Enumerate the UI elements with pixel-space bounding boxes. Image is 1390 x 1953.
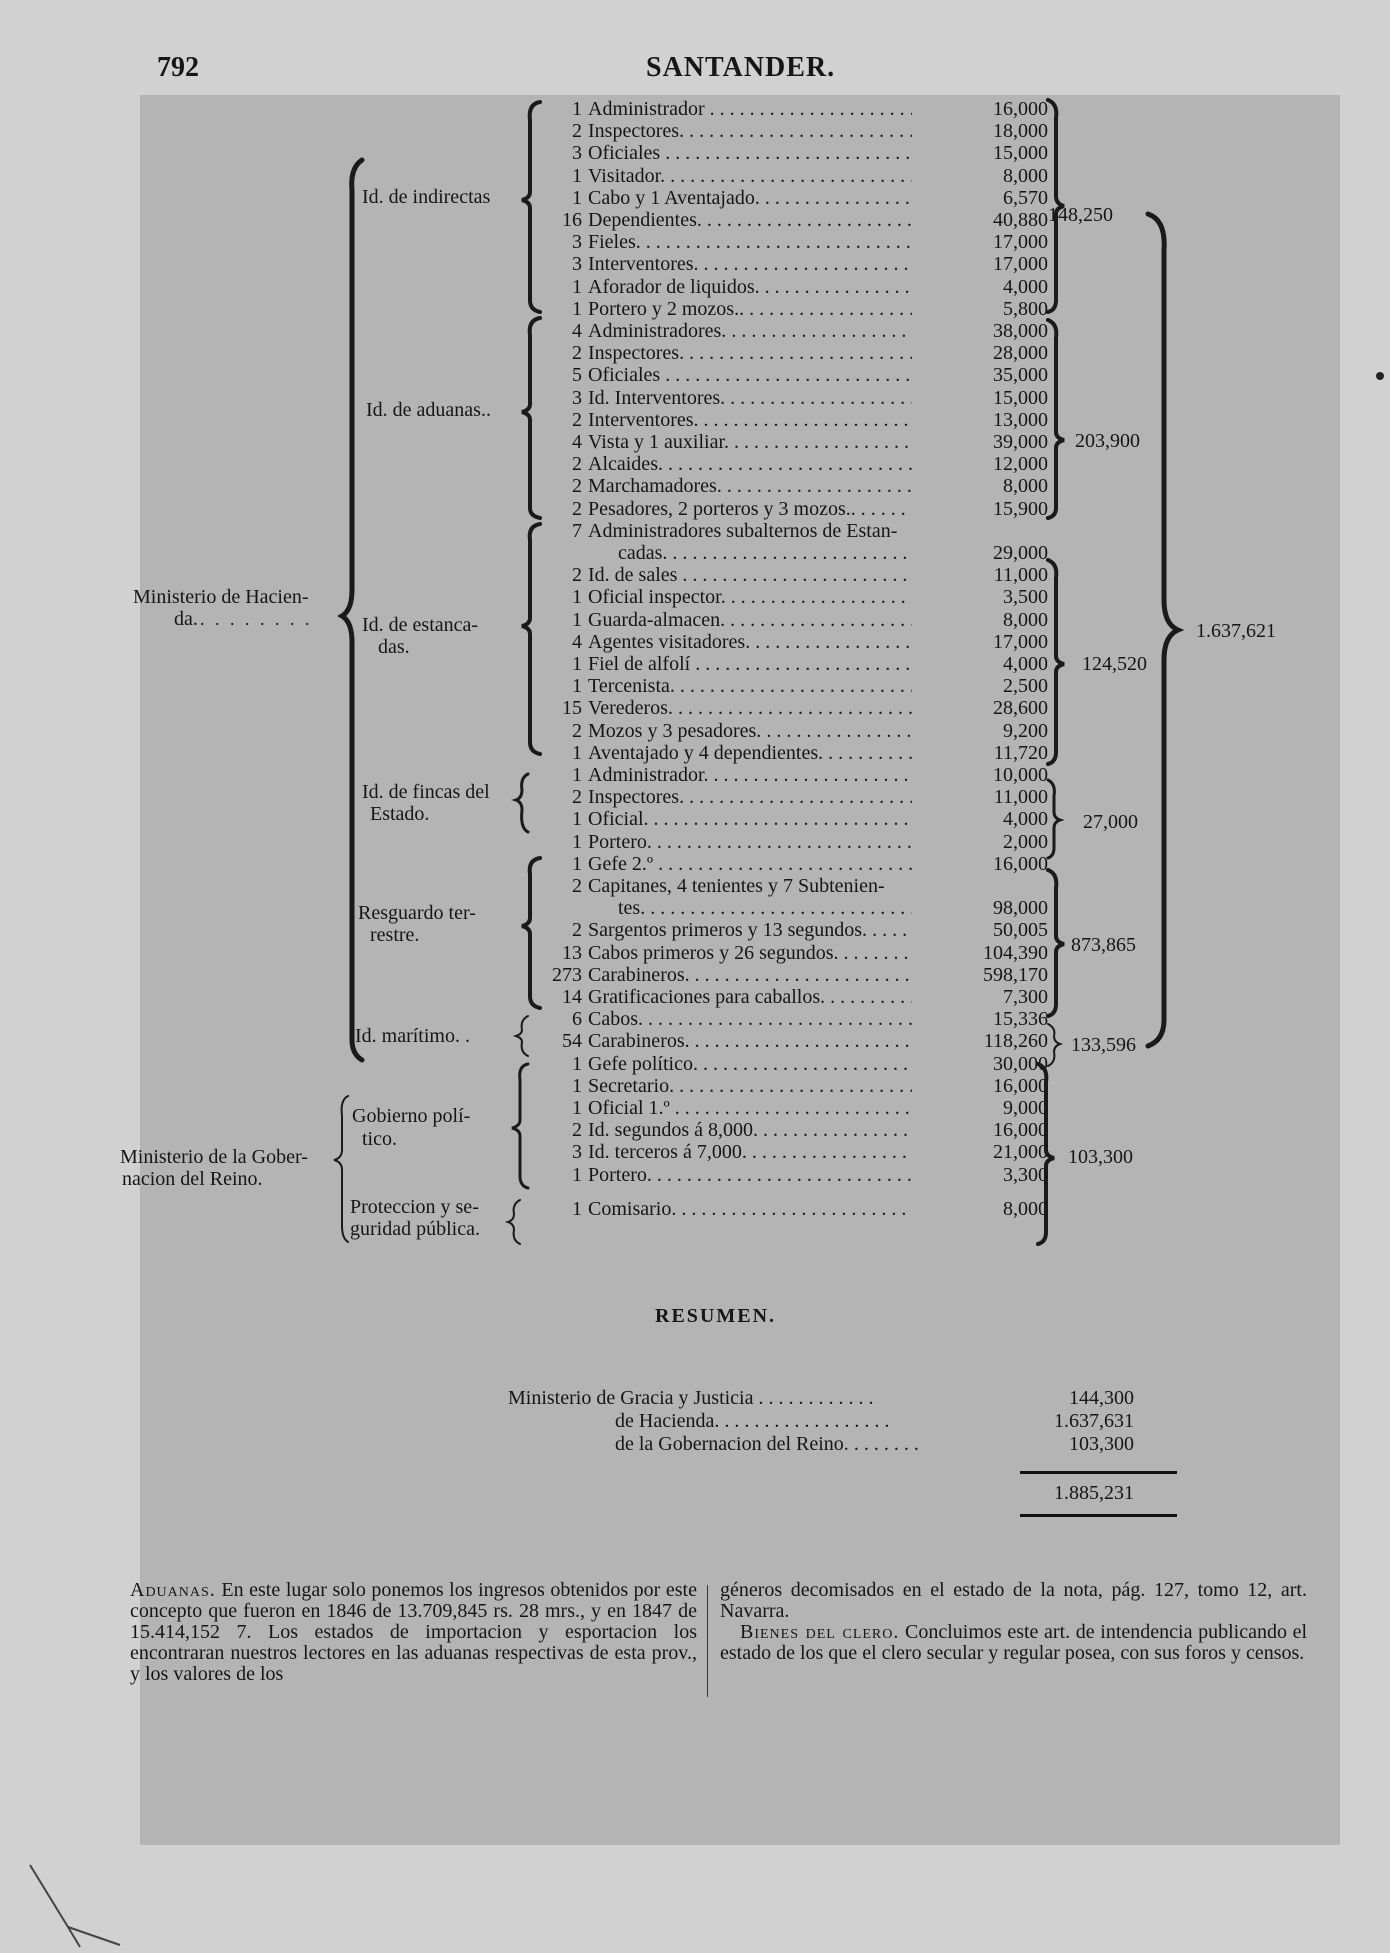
subtotal-gobernacion: 103,300 bbox=[1068, 1146, 1133, 1168]
row-amount: 9,000 bbox=[912, 1097, 1048, 1119]
row-amount: 11,720 bbox=[912, 742, 1048, 764]
note-bienes bbox=[720, 1580, 1307, 1664]
group-label-fincas-1: Id. de fincas del bbox=[362, 781, 490, 803]
row-amount: 11,000 bbox=[912, 564, 1048, 586]
subtotal-fincas: 27,000 bbox=[1083, 811, 1138, 833]
resumen-rule-bottom bbox=[1020, 1514, 1177, 1517]
row-label: Pesadores, 2 porteros y 3 mozos.. . . . bbox=[588, 498, 1038, 520]
subtotal-resguardo: 873,865 bbox=[1071, 934, 1136, 956]
row-amount: 7,300 bbox=[912, 986, 1048, 1008]
row-label: Administradores subalternos de Estan- bbox=[588, 519, 898, 542]
row-label: Inspectores. . . . bbox=[588, 342, 1038, 364]
row-count: 3 bbox=[572, 1141, 582, 1164]
row-amount: 30,000 bbox=[912, 1053, 1048, 1075]
row-label: Capitanes, 4 tenientes y 7 Subtenien- bbox=[588, 875, 885, 897]
row-label: Administrador . . . bbox=[588, 98, 1038, 120]
row-label: Fieles. . . . bbox=[588, 231, 1038, 253]
row-label: Id. Interventores. . . . bbox=[588, 387, 1038, 409]
group-label-resguardo-1: Resguardo ter- bbox=[358, 902, 476, 924]
row-count: 2 bbox=[572, 120, 582, 143]
row-label: Cabos. . . . bbox=[588, 1008, 1038, 1030]
group-label-maritimo: Id. marítimo. . bbox=[355, 1025, 470, 1047]
subtotal-indirectas: 148,250 bbox=[1048, 204, 1113, 226]
row-amount: 21,000 bbox=[912, 1141, 1048, 1163]
row-count: 1 bbox=[572, 741, 582, 764]
row-amount: 4,000 bbox=[912, 653, 1048, 675]
row-amount: 4,000 bbox=[912, 808, 1048, 830]
row-amount: 16,000 bbox=[912, 1075, 1048, 1097]
resumen-amount-gobernacion: 103,300 bbox=[1069, 1433, 1134, 1455]
row-label: Administradores. . . . bbox=[588, 320, 1038, 342]
subtotal-maritimo: 133,596 bbox=[1071, 1034, 1136, 1056]
subtotal-estancadas: 124,520 bbox=[1082, 653, 1147, 675]
running-title: SANTANDER. bbox=[646, 52, 836, 83]
row-count: 1 bbox=[572, 852, 582, 875]
row-count: 1 bbox=[572, 275, 582, 298]
row-count: 1 bbox=[572, 297, 582, 320]
row-amount: 16,000 bbox=[912, 1119, 1048, 1141]
row-amount: 9,200 bbox=[912, 720, 1048, 742]
row-label: Oficial. . . . bbox=[588, 808, 1038, 830]
row-amount: 12,000 bbox=[912, 453, 1048, 475]
row-amount: 13,000 bbox=[912, 409, 1048, 431]
note-aduanas bbox=[130, 1580, 697, 1685]
note-bienes-paragraph bbox=[720, 1622, 1307, 1664]
row-amount: 8,000 bbox=[912, 609, 1048, 631]
row-amount: 4,000 bbox=[912, 276, 1048, 298]
resumen-row-label: Ministerio de Gracia y Justicia bbox=[508, 1387, 754, 1409]
row-label: Aforador de liquidos. . . . bbox=[588, 276, 1038, 298]
row-count: 6 bbox=[572, 1008, 582, 1031]
pencil-mark bbox=[20, 1855, 150, 1950]
row-label: Inspectores. . . . bbox=[588, 120, 1038, 142]
ministry-hacienda-leader: . . . . . . . . bbox=[200, 609, 313, 629]
row-count: 1 bbox=[572, 1097, 582, 1119]
row-count: 1 bbox=[572, 675, 582, 698]
row-label: Oficial inspector. . . . bbox=[588, 586, 1038, 608]
column-rule bbox=[707, 1585, 708, 1697]
row-amount: 3,500 bbox=[912, 586, 1048, 608]
row-amount: 39,000 bbox=[912, 431, 1048, 453]
row-amount: 15,336 bbox=[912, 1008, 1048, 1030]
row-count: 273 bbox=[552, 963, 582, 986]
row-count: 14 bbox=[562, 986, 582, 1008]
row-amount: 15,900 bbox=[912, 498, 1048, 520]
group-label-estancadas-2: das. bbox=[378, 636, 410, 658]
row-amount: 2,000 bbox=[912, 831, 1048, 853]
row-count: 1 bbox=[572, 1197, 582, 1220]
row-amount: 28,000 bbox=[912, 342, 1048, 364]
note-aduanas-text: En este lugar solo ponemos los ingresos obtenidos por este concepto que fueron en 1846 de 13.709,845 rs. 28 mrs., y en 1847 de 15.414,152 7. Los estados de importacion y esportacion los encontraran nuestros lectores en las aduanas respectivas de esta prov., y los valores de los bbox=[130, 1579, 697, 1685]
row-count: 1 bbox=[572, 653, 582, 675]
row-count: 1 bbox=[572, 586, 582, 609]
row-count: 2 bbox=[572, 497, 582, 520]
row-count: 5 bbox=[572, 364, 582, 387]
resumen-row-label: de Hacienda. bbox=[615, 1410, 720, 1432]
group-label-aduanas: Id. de aduanas.. bbox=[366, 399, 491, 421]
row-amount: 8,000 bbox=[912, 165, 1048, 187]
row-amount: 17,000 bbox=[912, 253, 1048, 275]
note-aduanas-head: Aduanas. bbox=[130, 1579, 216, 1601]
ministry-hacienda-2: da. bbox=[174, 608, 198, 630]
row-amount: 2,500 bbox=[912, 675, 1048, 697]
row-count: 1 bbox=[572, 1074, 582, 1097]
total-hacienda: 1.637,621 bbox=[1196, 620, 1276, 642]
row-label: Portero y 2 mozos.. . . . bbox=[588, 298, 1038, 320]
row-count: 2 bbox=[572, 342, 582, 365]
row-count: 2 bbox=[572, 919, 582, 942]
row-amount: 38,000 bbox=[912, 320, 1048, 342]
row-count: 54 bbox=[562, 1030, 582, 1053]
resumen-title: RESUMEN. bbox=[655, 1305, 777, 1327]
row-amount: 3,300 bbox=[912, 1164, 1048, 1186]
row-label: Inspectores. . . . bbox=[588, 786, 1038, 808]
resumen-total: 1.885,231 bbox=[1054, 1482, 1134, 1504]
group-label-fincas-2: Estado. bbox=[370, 803, 430, 825]
subtotal-aduanas: 203,900 bbox=[1075, 430, 1140, 452]
row-label: Gefe político. . . . bbox=[588, 1053, 1038, 1075]
row-label: Cabo y 1 Aventajado. . . . bbox=[588, 187, 1038, 209]
row-count: 2 bbox=[572, 475, 582, 498]
resumen-amount-hacienda: 1.637,631 bbox=[1054, 1410, 1134, 1432]
row-count: 16 bbox=[562, 209, 582, 231]
resumen-leader: . . . . . . . . . . . . bbox=[753, 1387, 874, 1409]
row-amount: 8,000 bbox=[912, 475, 1048, 497]
row-count: 4 bbox=[572, 320, 582, 342]
row-label: Secretario. . . . bbox=[588, 1075, 1038, 1097]
row-count: 4 bbox=[572, 431, 582, 453]
row-amount: 98,000 bbox=[912, 897, 1048, 919]
resumen-amount-gracia: 144,300 bbox=[1069, 1387, 1134, 1409]
row-count: 3 bbox=[572, 253, 582, 276]
group-label-gobierno-1: Gobierno polí- bbox=[352, 1105, 471, 1127]
row-count: 2 bbox=[572, 786, 582, 809]
row-count: 15 bbox=[562, 697, 582, 720]
row-label: Oficial 1.º . . . bbox=[588, 1097, 1038, 1119]
resumen-row-label: de la Gobernacion del Reino. bbox=[615, 1433, 849, 1455]
note-bienes-continuation: géneros decomisados en el estado de la nota, pág. 127, tomo 12, art. Navarra. bbox=[720, 1579, 1307, 1622]
row-label: Verederos. . . . bbox=[588, 697, 1038, 719]
group-label-estancadas-1: Id. de estanca- bbox=[362, 614, 479, 636]
row-label: Carabineros. . . . bbox=[588, 964, 1038, 986]
row-count: 1 bbox=[572, 764, 582, 786]
row-count: 7 bbox=[572, 519, 582, 542]
row-amount: 28,600 bbox=[912, 697, 1048, 719]
row-label: Administrador. . . . bbox=[588, 764, 1038, 786]
row-amount: 598,170 bbox=[912, 964, 1048, 986]
row-label: Agentes visitadores. . . . bbox=[588, 631, 1038, 653]
row-amount: 15,000 bbox=[912, 387, 1048, 409]
row-count: 1 bbox=[572, 808, 582, 831]
row-label: Oficiales . . . bbox=[588, 142, 1038, 164]
group-label-gobierno-2: tico. bbox=[362, 1128, 397, 1150]
row-count: 1 bbox=[572, 186, 582, 209]
resumen-rule-top bbox=[1020, 1471, 1177, 1474]
row-amount: 10,000 bbox=[912, 764, 1048, 786]
row-label: Comisario. . . . bbox=[588, 1198, 1038, 1220]
ministry-hacienda-1: Ministerio de Hacien- bbox=[133, 586, 309, 608]
row-count: 1 bbox=[572, 1163, 582, 1186]
row-label: Id. de sales . . . bbox=[588, 564, 1038, 586]
group-label-resguardo-2: restre. bbox=[370, 924, 420, 946]
resumen-leader: . . . . . . . . . . . . . . . . . bbox=[719, 1410, 890, 1432]
row-label: Fiel de alfolí . . . bbox=[588, 653, 1038, 675]
row-label: Cabos primeros y 26 segundos. . . . bbox=[588, 942, 1038, 964]
group-label-indirectas: Id. de indirectas bbox=[362, 186, 491, 208]
row-label: Visitador. . . . bbox=[588, 165, 1038, 187]
row-count: 1 bbox=[572, 164, 582, 187]
row-label: Alcaides. . . . bbox=[588, 453, 1038, 475]
row-amount: 104,390 bbox=[912, 942, 1048, 964]
row-count: 1 bbox=[572, 830, 582, 853]
row-count: 2 bbox=[572, 1119, 582, 1142]
row-amount: 17,000 bbox=[912, 631, 1048, 653]
row-amount: 6,570 bbox=[912, 187, 1048, 209]
row-amount: 11,000 bbox=[912, 786, 1048, 808]
resumen-row-gracia bbox=[508, 1387, 874, 1410]
row-count: 1 bbox=[572, 98, 582, 120]
row-label: Vista y 1 auxiliar. . . . bbox=[588, 431, 1038, 453]
row-amount: 18,000 bbox=[912, 120, 1048, 142]
row-count: 3 bbox=[572, 142, 582, 165]
row-count: 3 bbox=[572, 231, 582, 254]
row-count: 13 bbox=[562, 941, 582, 964]
row-label: Carabineros. . . . bbox=[588, 1030, 1038, 1052]
row-label: Interventores. . . . bbox=[588, 253, 1038, 275]
row-count: 2 bbox=[572, 875, 582, 897]
row-label: Id. segundos á 8,000. . . . bbox=[588, 1119, 1038, 1141]
row-label: Marchamadores. . . . bbox=[588, 475, 1038, 497]
row-label: Guarda-almacen. . . . bbox=[588, 609, 1038, 631]
row-count: 2 bbox=[572, 408, 582, 431]
row-amount: 16,000 bbox=[912, 98, 1048, 120]
row-count: 2 bbox=[572, 719, 582, 742]
row-label: Tercenista. . . . bbox=[588, 675, 1038, 697]
row-amount: 16,000 bbox=[912, 853, 1048, 875]
group-label-proteccion-1: Proteccion y se- bbox=[350, 1196, 479, 1218]
row-amount: 8,000 bbox=[912, 1198, 1048, 1220]
row-amount: 15,000 bbox=[912, 142, 1048, 164]
row-label: Gefe 2.º . . . bbox=[588, 853, 1038, 875]
row-amount: 29,000 bbox=[912, 542, 1048, 564]
row-label: Sargentos primeros y 13 segundos. . . . bbox=[588, 919, 1038, 941]
ministry-gobernacion-2: nacion del Reino. bbox=[122, 1168, 263, 1190]
ministry-gobernacion-1: Ministerio de la Gober- bbox=[120, 1146, 308, 1168]
row-label: Interventores. . . . bbox=[588, 409, 1038, 431]
note-bienes-text: Concluimos este art. de intendencia publicando el estado de los que el clero secular y regular posea, con sus foros y censos. bbox=[720, 1621, 1308, 1664]
row-label: Oficiales . . . bbox=[588, 364, 1038, 386]
row-label: Mozos y 3 pesadores. . . . bbox=[588, 720, 1038, 742]
row-label: Gratificaciones para caballos. . . . bbox=[588, 986, 1038, 1008]
row-label: Portero. . . . bbox=[588, 831, 1038, 853]
group-label-proteccion-2: guridad pública. bbox=[350, 1218, 480, 1240]
row-amount: 35,000 bbox=[912, 364, 1048, 386]
resumen-row-hacienda bbox=[615, 1410, 889, 1433]
row-amount: 5,800 bbox=[912, 298, 1048, 320]
row-count: 2 bbox=[572, 564, 582, 587]
resumen-leader: . . . . . . . bbox=[848, 1433, 919, 1455]
row-amount: 118,260 bbox=[912, 1030, 1048, 1052]
row-amount: 40,880 bbox=[912, 209, 1048, 231]
row-amount: 50,005 bbox=[912, 919, 1048, 941]
row-count: 4 bbox=[572, 630, 582, 653]
row-label: Portero. . . . bbox=[588, 1164, 1038, 1186]
row-label: cadas. . . . bbox=[618, 542, 1038, 564]
row-label: Dependientes. . . . bbox=[588, 209, 1038, 231]
page-number: 792 bbox=[157, 52, 199, 83]
row-count: 2 bbox=[572, 453, 582, 476]
row-label: tes. . . . bbox=[618, 897, 1038, 919]
row-count: 3 bbox=[572, 386, 582, 409]
row-amount: 17,000 bbox=[912, 231, 1048, 253]
row-label: Id. terceros á 7,000. . . . bbox=[588, 1141, 1038, 1163]
resumen-row-gobernacion bbox=[615, 1433, 919, 1456]
note-bienes-head: Bienes del clero. bbox=[740, 1621, 900, 1643]
row-count: 1 bbox=[572, 1052, 582, 1075]
row-count: 1 bbox=[572, 608, 582, 631]
row-label: Aventajado y 4 dependientes. . . . bbox=[588, 742, 1038, 764]
